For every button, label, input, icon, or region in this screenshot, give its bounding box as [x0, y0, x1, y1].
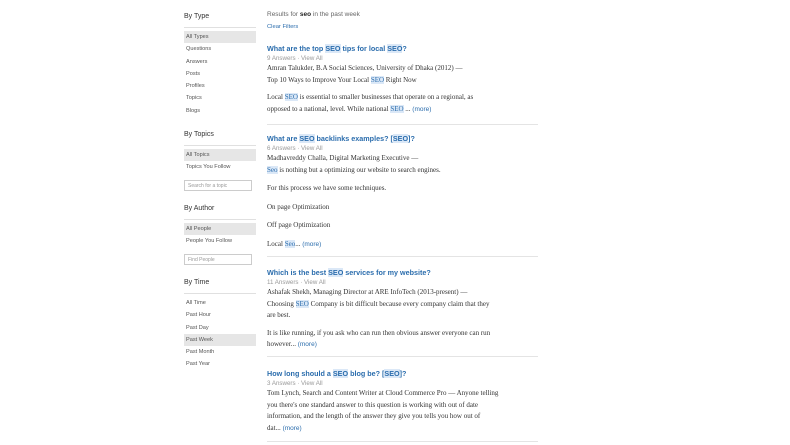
result-snippet: Off page Optimization [267, 221, 331, 229]
more-link[interactable]: (more) [297, 341, 317, 348]
filter-past-year[interactable]: Past Year [186, 361, 210, 368]
filter-topics[interactable]: Topics [186, 95, 202, 102]
filter-past-day[interactable]: Past Day [186, 324, 209, 331]
result-snippet: Choosing SEO Company is bit difficult because every company claim that they [267, 299, 490, 308]
result-meta: 3 Answers · View All [267, 380, 323, 387]
result-item [267, 369, 538, 442]
view-all-link[interactable]: View All [301, 55, 323, 62]
result-snippet: It is like running, if you ask who can run then obvious answer everyone can run [267, 328, 491, 337]
filter-topics-you-follow[interactable]: Topics You Follow [186, 164, 231, 171]
answer-count[interactable]: 11 Answers [267, 279, 299, 286]
filter-questions[interactable]: Questions [186, 46, 212, 53]
filter-by-type [184, 13, 256, 117]
filter-author-title: By Author [184, 205, 256, 220]
result-question-link[interactable]: What are the top SEO tips for local SEO? [267, 44, 407, 53]
filter-all-time[interactable]: All Time [186, 300, 206, 306]
filter-by-time [184, 279, 256, 371]
results-header [267, 11, 360, 18]
result-author: Madhavreddy Challa, Digital Marketing Executive — [267, 154, 419, 162]
result-snippet-title: Top 10 Ways to Improve Your Local SEO Right Now [267, 75, 417, 84]
topic-search-input[interactable] [184, 180, 252, 191]
result-question-link[interactable]: How long should a SEO blog be? [SEO]? [267, 369, 407, 378]
filter-profiles[interactable]: Profiles [186, 83, 205, 90]
result-author: Amran Talukder, B.A Social Sciences, University of Dhaka (2012) — [267, 64, 463, 72]
filter-time-title: By Time [184, 279, 256, 294]
result-item [267, 134, 538, 257]
result-meta: 6 Answers · View All [267, 145, 323, 152]
answer-count[interactable]: 6 Answers [267, 145, 296, 152]
filter-answers[interactable]: Answers [186, 58, 208, 65]
result-item [267, 268, 538, 357]
clear-filters-link[interactable]: Clear Filters [267, 24, 299, 30]
filter-type-title: By Type [184, 13, 256, 28]
results-prefix: Results for [267, 11, 300, 18]
view-all-link[interactable]: View All [301, 145, 323, 152]
filter-past-hour[interactable]: Past Hour [186, 312, 211, 319]
filter-past-month[interactable]: Past Month [186, 349, 215, 356]
result-meta: 9 Answers · View All [267, 55, 323, 62]
filter-topics-title: By Topics [184, 131, 256, 146]
people-search-input[interactable] [184, 254, 252, 265]
result-snippet: Seo is nothing but a optimizing our website to search engines. [267, 165, 441, 174]
filter-by-author [184, 205, 256, 266]
more-link[interactable]: (more) [412, 105, 432, 113]
filter-people-you-follow[interactable]: People You Follow [186, 238, 233, 245]
view-all-link[interactable]: View All [301, 380, 323, 387]
result-snippet: are best. [267, 311, 291, 319]
result-snippet: Local Seo... (more) [267, 239, 322, 248]
result-snippet: however... (more) [267, 340, 317, 348]
result-snippet: dat... (more) [267, 423, 302, 432]
more-link[interactable]: (more) [302, 240, 322, 248]
results-suffix: in the past week [311, 11, 360, 18]
result-snippet: On page Optimization [267, 202, 330, 211]
result-item [267, 44, 538, 125]
filter-past-week[interactable]: Past Week [184, 334, 256, 346]
filter-all-types[interactable]: All Types [184, 31, 256, 43]
result-snippet: information, and the length of the answer they give you tells you how out of [267, 412, 481, 420]
result-author: Ashafak Shekh, Managing Director at ARE InfoTech (2013-present) — [267, 288, 468, 296]
result-snippet: Local SEO is essential to smaller businesses that operate on a regional, as [267, 93, 474, 101]
filter-all-topics[interactable]: All Topics [184, 149, 256, 161]
filter-by-topics [184, 131, 256, 192]
result-meta: 11 Answers · View All [267, 279, 326, 286]
answer-count[interactable]: 9 Answers [267, 55, 296, 62]
result-question-link[interactable]: What are SEO backlinks examples? [SEO]? [267, 134, 415, 143]
result-snippet: opposed to a national, level. While national SEO ... (more) [267, 104, 432, 113]
more-link[interactable]: (more) [282, 424, 302, 432]
results-query: seo [299, 11, 312, 18]
result-snippet: you there's one standard answer to this question is working with out of date [267, 400, 479, 409]
filter-all-people[interactable]: All People [184, 223, 256, 235]
result-snippet: Tom Lynch, Search and Content Writer at Cloud Commerce Pro — Anyone telling [267, 389, 499, 397]
filter-posts[interactable]: Posts [186, 70, 200, 77]
answer-count[interactable]: 3 Answers [267, 380, 296, 387]
filter-blogs[interactable]: Blogs [186, 107, 200, 114]
result-snippet: For this process we have some techniques. [267, 184, 387, 192]
view-all-link[interactable]: View All [304, 279, 326, 286]
result-question-link[interactable]: Which is the best SEO services for my website? [267, 268, 431, 277]
